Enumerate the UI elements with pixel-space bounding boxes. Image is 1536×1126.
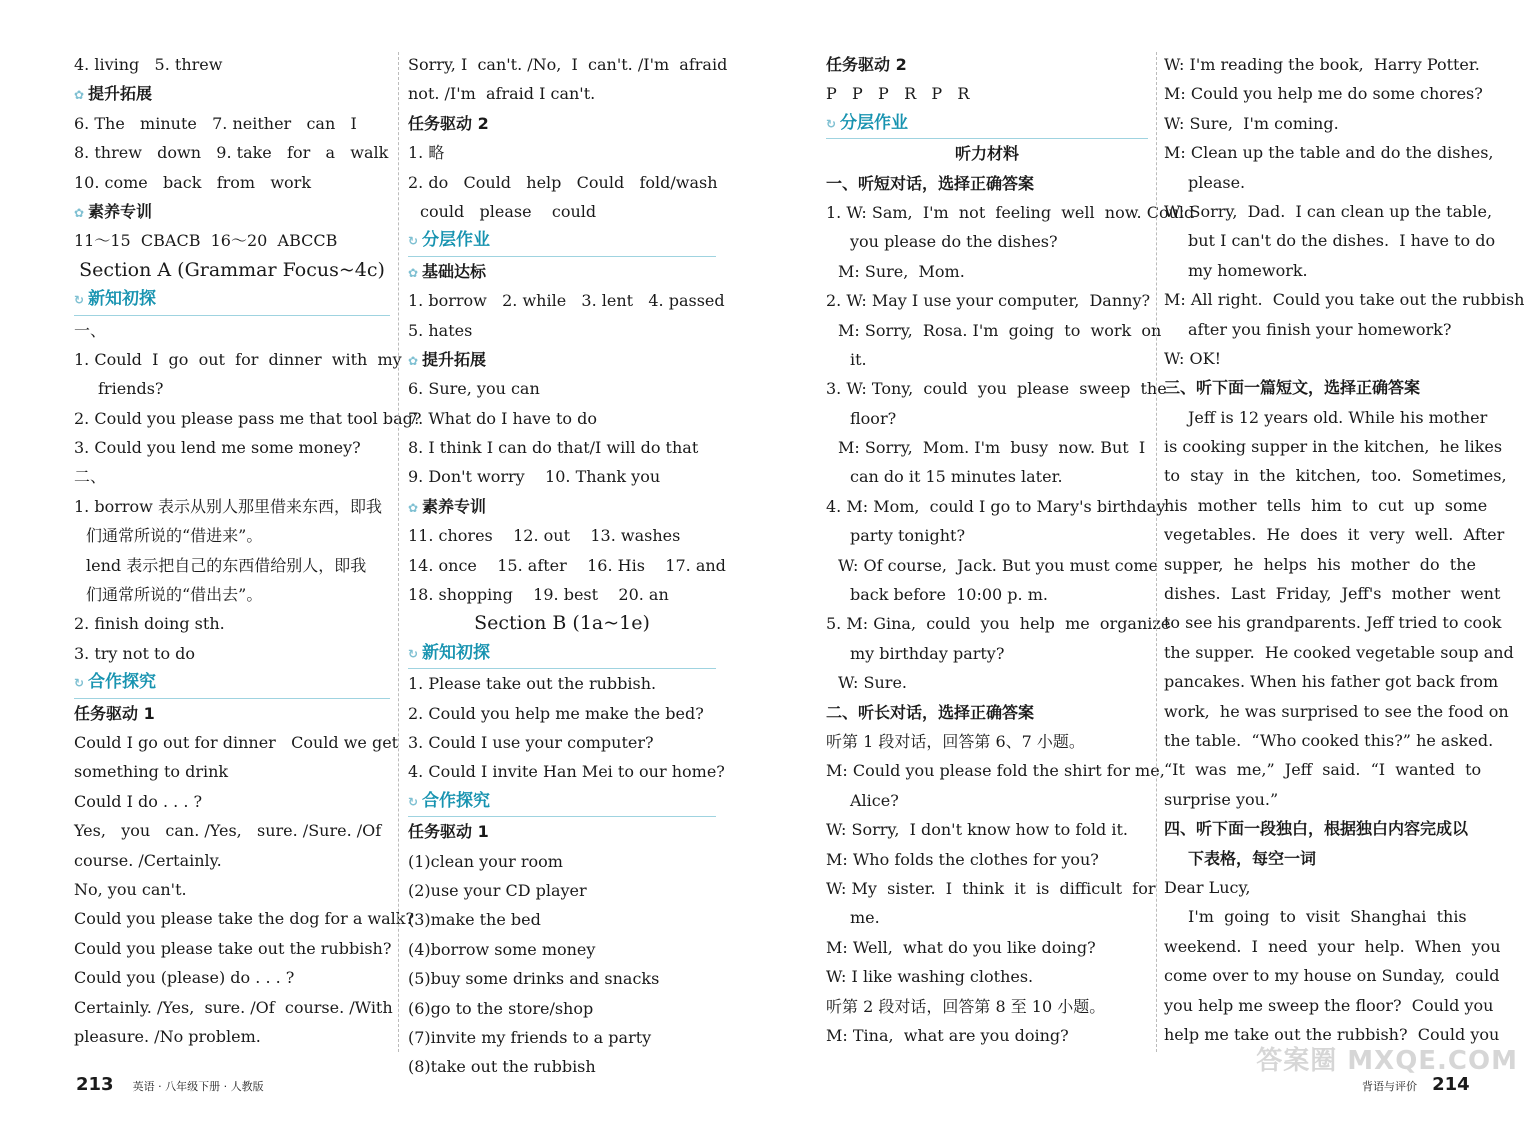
text-line [74,462,390,491]
text-line [826,815,1148,844]
line-text: 合作探究 [422,790,490,811]
text-line [74,433,390,462]
text-line [1164,726,1494,755]
line-text: could please could [420,201,597,221]
text-line [1164,344,1486,373]
text-line [826,551,1158,580]
text-line [1164,991,1494,1020]
text-line [408,994,716,1023]
text-line [408,905,716,934]
line-text: M: Clean up the table and do the dishes, [1164,143,1494,163]
line-text: dishes. Last Friday, Jeff's mother went [1164,584,1501,604]
page-number: 214 [1432,1074,1470,1095]
right-page-column-2 [1164,50,1525,1049]
text-line [408,316,716,345]
section-marker-icon: ↻ [408,646,419,661]
text-line [826,845,1148,874]
line-text: 1. 略 [408,143,445,163]
text-line [408,79,716,108]
line-text: to stay in the kitchen, too. Sometimes, [1164,466,1507,486]
line-text: No, you can't. [74,879,187,899]
text-line [74,787,390,816]
text-line [408,817,716,846]
text-line [826,374,1167,403]
text-line [1164,520,1505,549]
line-text: lend 表示把自己的东西借给别人，即我 [86,555,367,575]
line-text: 素养专训 [422,496,487,516]
line-text: 新知初探 [88,289,156,310]
line-text: it. [850,349,867,369]
line-text: 听第 2 段对话，回答第 8 至 10 小题。 [826,996,1106,1016]
line-text: M: Sure, Mom. [838,261,965,281]
line-text: to see his grandparents. Jeff tried to cook [1164,613,1502,633]
line-text: 2. Could you please pass me that tool bag? [74,408,422,428]
line-text: M: Well, what do you like doing? [826,937,1096,957]
text-line [1164,256,1486,285]
text-line [826,109,1148,139]
line-text: 二、 [74,467,107,487]
line-text: can do it 15 minutes later. [850,467,1063,487]
text-line [1164,50,1486,79]
line-text: pancakes. When his father got back from [1164,672,1499,692]
section-marker-icon: ✿ [408,353,419,368]
line-text: 基础达标 [422,261,487,281]
text-line [408,1052,716,1081]
text-line [74,846,390,875]
line-text: 听第 1 段对话，回答第 6、7 小题。 [826,731,1085,751]
footer-right [1362,1074,1470,1095]
text-line [408,197,716,226]
text-line [826,1021,1148,1050]
text-line [826,286,1151,315]
text-line [74,816,390,845]
left-page-column-2 [408,50,728,1082]
text-line [826,639,1148,668]
text-line [408,492,716,521]
text-line [826,786,1148,815]
text-line [826,79,1148,108]
line-text: 任务驱动 1 [408,822,489,842]
line-text: work, he was surprised to see the food on [1164,701,1509,721]
footer-left [76,1074,264,1095]
line-text: W: I'm reading the book, Harry Potter. [1164,55,1480,74]
section-marker-icon: ↻ [408,794,419,809]
line-text: Could you (please) do . . . ? [74,968,295,988]
text-line [408,757,725,786]
text-line [74,316,390,345]
line-text: Dear Lucy, [1164,877,1251,897]
line-text: (7)invite my friends to a party [408,1027,652,1047]
line-text: me. [850,908,880,928]
line-text: his mother tells him to cut up some [1164,495,1488,515]
line-text: 14. once 15. after 16. His 17. and [408,555,726,575]
line-text: 7. What do I have to do [408,408,597,428]
line-text: M: Who folds the clothes for you? [826,849,1099,869]
line-text: 11～15 CBACB 16～20 ABCCB [74,231,338,251]
text-line [1164,667,1499,696]
text-line [74,256,390,285]
text-line [1164,168,1486,197]
text-line [74,1022,390,1051]
line-text: P P P R P R [826,84,970,104]
text-line [1164,961,1500,990]
line-text: M: Could you help me do some chores? [1164,84,1483,104]
text-line [826,668,1148,697]
text-line [826,580,1148,609]
text-line [1164,932,1501,961]
line-text: 提升拓展 [88,84,153,104]
line-text: 11. chores 12. out 13. washes [408,526,681,546]
text-line [826,962,1148,991]
text-line [408,609,716,638]
text-line [1164,697,1509,726]
line-text: W: I like washing clothes. [826,967,1034,987]
text-line [408,699,716,728]
text-line [408,847,716,876]
text-line [1164,79,1486,108]
line-text: please. [1188,172,1246,192]
text-line [1164,461,1507,490]
text-line [408,935,716,964]
line-text: W: OK! [1164,348,1222,368]
text-line [74,345,402,374]
text-line [408,404,716,433]
text-line [408,286,725,315]
line-text: come over to my house on Sunday, could [1164,966,1500,986]
text-line [408,787,716,817]
line-text: 18. shopping 19. best 20. an [408,585,669,605]
text-line [408,728,716,757]
line-text: not. /I'm afraid I can't. [408,84,596,104]
text-line [408,521,716,550]
text-line [1164,285,1525,314]
line-text: 5. hates [408,320,473,340]
text-line [74,668,390,698]
text-line [408,876,716,905]
text-line [826,521,1148,550]
text-line [74,197,390,226]
line-text: Alice? [850,790,899,810]
text-line [74,50,390,79]
line-text: my homework. [1188,260,1308,280]
text-line [74,226,390,255]
text-line [826,50,1148,79]
text-line [74,168,390,197]
line-text: (5)buy some drinks and snacks [408,969,660,989]
line-text: W: Of course, Jack. But you must come [838,555,1158,575]
line-text: W: Sure. [838,673,907,693]
line-text: Jeff is 12 years old. While his mother [1188,407,1488,427]
text-line [408,109,716,138]
line-text: 提升拓展 [422,349,487,369]
line-text: you please do the dishes? [850,232,1058,252]
line-text: surprise you.” [1164,789,1279,809]
line-text: 5. M: Gina, could you help me organize [826,614,1171,634]
line-text: 4. M: Mom, could I go to Mary's birthday [826,496,1166,516]
text-line [826,933,1148,962]
line-text: “It was me,” Jeff said. “I wanted to [1164,760,1482,780]
text-line [1164,608,1502,637]
text-line [74,934,390,963]
line-text: but I can't do the dishes. I have to do [1188,231,1496,251]
text-line [408,669,716,698]
line-text: 6. Sure, you can [408,379,540,399]
text-line [74,639,390,668]
text-line [74,285,390,315]
section-marker-icon: ↻ [74,293,85,308]
line-text: 6. The minute 7. neither can I [74,113,357,133]
text-line [1164,579,1501,608]
text-line [74,580,390,609]
text-line [408,964,716,993]
text-line [408,1023,716,1052]
text-line [74,79,390,108]
line-text: (4)borrow some money [408,939,596,959]
line-text: 10. come back from work [74,172,312,192]
line-text: 三、听下面一篇短文，选择正确答案 [1164,378,1421,398]
text-line [826,257,1148,286]
line-text: Section A (Grammar Focus~4c) [79,258,385,281]
text-line [1164,197,1493,226]
line-text: (3)make the bed [408,910,541,930]
line-text: (6)go to the store/shop [408,998,594,1018]
text-line [74,993,393,1022]
text-line [826,492,1166,521]
line-text: 分层作业 [840,112,908,133]
text-line [1164,814,1486,843]
line-text: M: Could you please fold the shirt for me, [826,761,1165,781]
text-line [826,609,1171,638]
text-line [826,462,1148,491]
line-text: M: Tina, what are you doing? [826,1025,1069,1045]
line-text: 2. do Could help Could fold/wash [408,172,718,192]
text-line [408,374,716,403]
line-text: (1)clean your room [408,851,563,871]
text-line [408,50,728,79]
text-line [826,345,1148,374]
left-page-column-1 [74,50,422,1051]
text-line [74,138,390,167]
text-line [408,168,716,197]
line-text: 3. Could I use your computer? [408,732,654,752]
line-text: course. /Certainly. [74,850,222,870]
line-text: the table. “Who cooked this?” he asked. [1164,730,1494,750]
line-text: 任务驱动 2 [826,55,907,74]
line-text: Sorry, I can't. /No, I can't. /I'm afraid [408,55,728,74]
line-text: 8. threw down 9. take for a walk [74,143,389,163]
text-line [1164,315,1486,344]
book-label: 背语与评价 [1362,1080,1417,1093]
text-line [1164,873,1486,902]
line-text: 8. I think I can do that/I will do that [408,438,699,458]
line-text: 1. borrow 2. while 3. lent 4. passed [408,291,725,311]
text-line [826,727,1148,756]
line-text: 四、听下面一段独白，根据独白内容完成以 [1164,819,1469,839]
line-text: W: Sorry, I don't know how to fold it. [826,820,1129,840]
line-text: 一、听短对话，选择正确答案 [826,173,1035,193]
text-line [74,609,390,638]
line-text: 1. W: Sam, I'm not feeling well now. Could [826,202,1195,222]
line-text: I'm going to visit Shanghai this [1188,907,1467,927]
book-label: 英语 · 八年级下册 · 人教版 [132,1080,264,1093]
line-text: floor? [850,408,897,428]
text-line [408,433,716,462]
text-line [1164,844,1486,873]
text-line [826,698,1148,727]
line-text: help me take out the rubbish? Could you [1164,1024,1500,1044]
line-text: weekend. I need your help. When you [1164,936,1501,956]
text-line [1164,109,1486,138]
line-text: 下表格，每空一词 [1188,848,1317,868]
section-marker-icon: ✿ [74,205,85,220]
line-text: 素养专训 [88,201,153,221]
text-line [826,404,1148,433]
text-line [74,551,390,580]
line-text: my birthday party? [850,643,1005,663]
text-line [74,492,390,521]
line-text: 1. Please take out the rubbish. [408,674,657,694]
text-line [826,316,1162,345]
line-text: 4. Could I invite Han Mei to our home? [408,762,725,782]
line-text: 2. finish doing sth. [74,614,225,634]
text-line [74,728,399,757]
text-line [1164,638,1514,667]
text-line [74,904,415,933]
line-text: Section B (1a~1e) [474,612,650,635]
text-line [1164,755,1486,784]
section-marker-icon: ✿ [408,500,419,515]
line-text: 听力材料 [954,144,1019,164]
text-line [74,404,422,433]
section-marker-icon: ✿ [408,265,419,280]
line-text: 3. W: Tony, could you please sweep the [826,379,1167,399]
line-text: W: Sure, I'm coming. [1164,113,1339,133]
text-line [74,875,390,904]
line-text: Yes, you can. /Yes, sure. /Sure. /Of [74,821,382,841]
text-line [408,257,716,286]
text-line [1164,432,1503,461]
text-line [826,433,1148,462]
text-line [408,551,726,580]
text-line [826,139,1148,168]
text-line [408,226,716,256]
text-line [408,580,716,609]
line-text: W: My sister. I think it is difficult for [826,878,1156,898]
line-text: 新知初探 [422,642,490,663]
line-text: is cooking supper in the kitchen, he likes [1164,437,1503,457]
line-text: M: Sorry, Rosa. I'm going to work on [838,320,1162,340]
line-text: 1. borrow 表示从别人那里借来东西，即我 [74,496,382,516]
text-line [408,639,716,669]
text-line [74,699,390,728]
text-line [74,757,390,786]
line-text: (2)use your CD player [408,880,587,900]
text-line [1164,902,1486,931]
line-text: after you finish your homework? [1188,319,1452,339]
line-text: back before 10:00 p. m. [850,585,1048,605]
line-text: 分层作业 [422,230,490,251]
line-text: M: Sorry, Mom. I'm busy now. But I [838,438,1146,458]
text-line [74,374,390,403]
line-text: Could you please take the dog for a walk? [74,909,415,929]
line-text: Could I do . . . ? [74,791,203,811]
text-line [408,138,716,167]
line-text: the supper. He cooked vegetable soup and [1164,642,1514,662]
line-text: 一、 [74,320,107,340]
text-line [1164,138,1494,167]
line-text: vegetables. He does it very well. After [1164,525,1505,545]
section-marker-icon: ↻ [74,676,85,691]
line-text: something to drink [74,762,229,782]
text-line [74,521,390,550]
text-line [1164,785,1486,814]
text-line [826,992,1148,1021]
line-text: W: Sorry, Dad. I can clean up the table, [1164,201,1493,221]
line-text: M: All right. Could you take out the rubbish [1164,290,1525,310]
line-text: 2. W: May I use your computer, Danny? [826,291,1151,311]
line-text: 任务驱动 1 [74,703,155,723]
line-text: 二、听长对话，选择正确答案 [826,702,1035,722]
line-text: 1. Could I go out for dinner with my [74,349,402,369]
line-text: Certainly. /Yes, sure. /Of course. /With [74,997,393,1017]
line-text: 任务驱动 2 [408,113,489,133]
line-text: party tonight? [850,526,966,546]
text-line [408,462,716,491]
line-text: 2. Could you help me make the bed? [408,703,704,723]
text-line [826,227,1148,256]
section-marker-icon: ✿ [74,88,85,103]
line-text: 9. Don't worry 10. Thank you [408,467,661,487]
line-text: 4. living 5. threw [74,55,223,74]
line-text: pleasure. /No problem. [74,1026,261,1046]
line-text: 们通常所说的“借出去”。 [86,585,263,605]
page-number: 213 [76,1074,114,1095]
text-line [1164,550,1486,579]
text-line [1164,373,1486,402]
watermark-logo: 答案圈 MXQE.COM [1256,1046,1518,1076]
column-divider [398,52,399,1052]
text-line [74,963,390,992]
line-text: Could I go out for dinner Could we get [74,732,399,752]
text-line [826,169,1148,198]
line-text: 3. Could you lend me some money? [74,438,361,458]
section-marker-icon: ↻ [826,116,837,131]
line-text: (8)take out the rubbish [408,1057,596,1077]
text-line [74,109,390,138]
line-text: Could you please take out the rubbish? [74,938,392,958]
line-text: 3. try not to do [74,643,196,663]
text-line [1164,491,1486,520]
column-divider [1156,52,1157,1052]
text-line [1164,226,1496,255]
text-line [826,903,1148,932]
text-line [826,874,1156,903]
line-text: 合作探究 [88,672,156,693]
text-line [1164,403,1486,432]
line-text: friends? [98,379,164,399]
text-line [826,756,1165,785]
line-text: you help me sweep the floor? Could you [1164,995,1494,1015]
line-text: 们通常所说的“借进来”。 [86,526,263,546]
text-line [826,198,1195,227]
line-text: supper, he helps his mother do the [1164,554,1476,574]
text-line [408,345,716,374]
section-marker-icon: ↻ [408,234,419,249]
